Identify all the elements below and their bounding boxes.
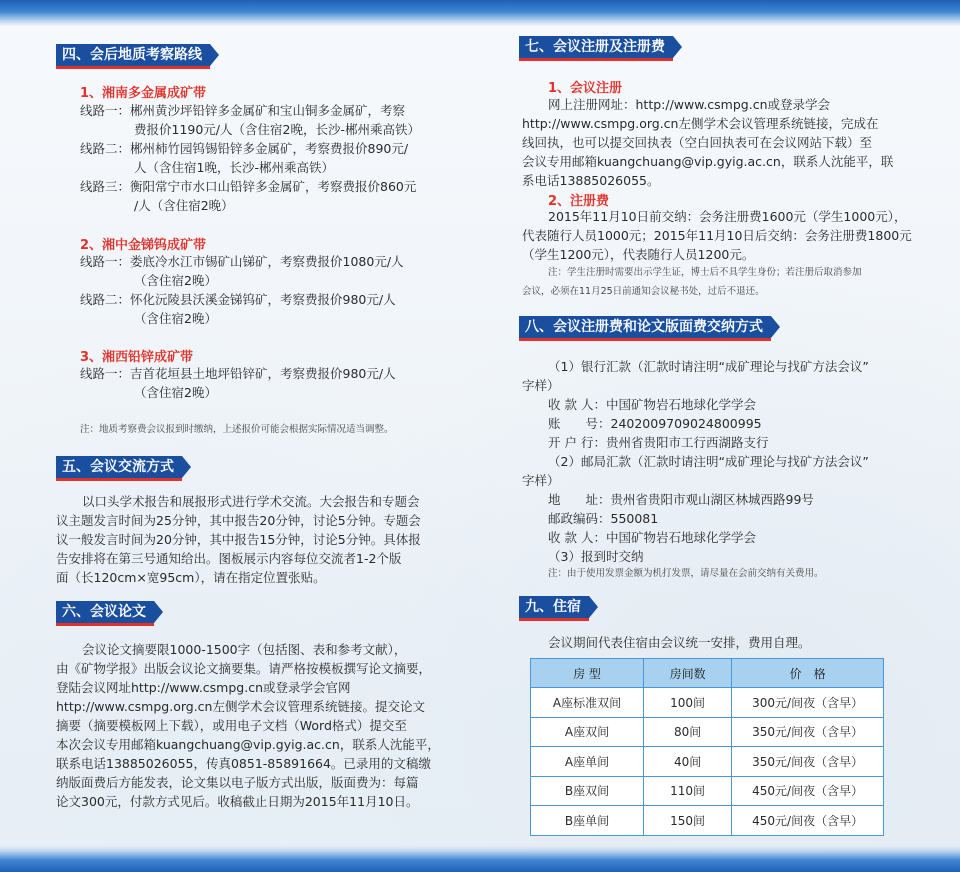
payment-line: 账 号：2402009709024800995	[548, 416, 762, 431]
payment-body	[522, 357, 869, 566]
table-row	[531, 747, 884, 777]
section-5-line: 议主题发言时间为25分钟，其中报告20分钟，讨论5分钟。专题会	[56, 513, 421, 528]
section-6-title: 六、会议论文	[56, 601, 154, 626]
section-5-line: 议一般发言时间为20分钟，其中报告15分钟，讨论5分钟。具体报	[56, 532, 421, 547]
route-1-line-2: 线路二：郴州柿竹园钨锡铅锌多金属矿，考察费报价890元/	[80, 141, 409, 156]
fee-line: 2015年11月10日前交纳：会务注册费1600元（学生1000元），	[548, 209, 907, 224]
section-5-title: 五、会议交流方式	[56, 456, 182, 481]
fee-note-line-2: 会议，必须在11月25日前通知会议秘书处，过后不退还。	[522, 286, 765, 297]
fee-body	[522, 207, 912, 264]
fee-line: （学生1200元），代表随行人员1200元。	[522, 247, 755, 262]
top-decorative-band	[0, 0, 960, 26]
section-4-note: 注：地质考察费会议报到时缴纳，上述报价可能会根据实际情况适当调整。	[80, 424, 394, 435]
route-2-line-1: 线路一：娄底冷水江市锡矿山锑矿，考察费报价1080元/人	[80, 254, 404, 269]
section-5-line: 面（长120cm×宽95cm），请在指定位置张贴。	[56, 570, 326, 585]
column-header-room-type: 房 型	[531, 659, 644, 688]
route-2-line-2: 线路二：怀化沅陵县沃溪金锑钨矿，考察费报价980元/人	[80, 292, 396, 307]
fee-subtitle: 2、注册费	[548, 194, 610, 209]
room-count-cell: 80间	[643, 717, 731, 747]
room-count-cell: 100间	[643, 688, 731, 718]
section-6-line: 会议论文摘要限1000-1500字（包括图、表和参考文献），	[82, 642, 407, 657]
table-row	[531, 717, 884, 747]
payment-line: 开 户 行：贵州省贵阳市工行西湖路支行	[548, 435, 769, 450]
payment-line: 字样）	[522, 473, 560, 488]
section-5-body	[56, 492, 421, 587]
registration-body	[522, 95, 893, 190]
section-5-line: 告安排将在第三号通知给出。图板展示内容每位交流者1-2个版	[56, 551, 402, 566]
registration-line: http://www.csmpg.org.cn左侧学术会议管理系统链接，完成在	[522, 116, 879, 131]
fee-line: 代表随行人员1000元；2015年11月10日后交纳：会务注册费1800元	[522, 228, 912, 243]
table-row	[531, 806, 884, 836]
table-header-row	[531, 659, 884, 688]
route-1-line-3: 线路三：衡阳常宁市水口山铅锌多金属矿，考察费报价860元	[80, 179, 417, 194]
price-cell: 300元/间夜（含早）	[732, 688, 884, 718]
route-2-line-1-cont: （含住宿2晚）	[134, 273, 217, 288]
section-6-line: 登陆会议网址http://www.csmpg.cn或登录学会官网	[56, 680, 351, 695]
route-1-line-1-cont: 费报价1190元/人（含住宿2晚，长沙-郴州乘高铁）	[134, 122, 420, 137]
section-6-line: 由《矿物学报》出版会议论文摘要集。请严格按模板撰写论文摘要，	[56, 661, 432, 676]
room-type-cell: A座双间	[531, 717, 644, 747]
section-6-line: 纳版面费后方能发表，论文集以电子版方式出版，版面费为：每篇	[56, 775, 419, 790]
route-3-title: 3、湘西铅锌成矿带	[80, 350, 194, 365]
section-6-line: 论文300元，付款方式见后。收稿截止日期为2015年11月10日。	[56, 794, 419, 809]
route-1-line-2-cont: 人（含住宿1晚，长沙-郴州乘高铁）	[134, 160, 334, 175]
payment-line: 收 款 人：中国矿物岩石地球化学学会	[548, 530, 756, 545]
section-5-line: 以口头学术报告和展报形式进行学术交流。大会报告和专题会	[82, 494, 420, 509]
section-9-title: 九、住宿	[519, 596, 589, 621]
section-8-title: 八、会议注册费和论文版面费交纳方式	[519, 316, 771, 341]
room-type-cell: B座双间	[531, 776, 644, 806]
registration-line: 会议专用邮箱kuangchuang@vip.gyig.ac.cn，联系人沈能平，联	[522, 154, 894, 169]
registration-line: 系电话13885026055。	[522, 173, 660, 188]
route-3-line-1: 线路一：吉首花垣县土地坪铅锌矿，考察费报价980元/人	[80, 366, 396, 381]
table-row	[531, 688, 884, 718]
room-count-cell: 40间	[643, 747, 731, 777]
payment-line: （3）报到时交纳	[548, 549, 644, 564]
section-6-line: 摘要（摘要模板网上下载），或用电子文档（Word格式）提交至	[56, 718, 407, 733]
bottom-decorative-band	[0, 846, 960, 872]
route-1-line-3-cont: /人（含住宿2晚）	[134, 198, 234, 213]
section-6-line: http://www.csmpg.org.cn左侧学术会议管理系统链接。提交论文	[56, 699, 425, 714]
column-header-room-count: 房间数	[643, 659, 731, 688]
payment-line: 地 址：贵州省贵阳市观山湖区林城西路99号	[548, 492, 814, 507]
price-cell: 450元/间夜（含早）	[732, 806, 884, 836]
route-2-line-2-cont: （含住宿2晚）	[134, 311, 217, 326]
price-cell: 450元/间夜（含早）	[732, 776, 884, 806]
price-cell: 350元/间夜（含早）	[732, 747, 884, 777]
section-7-title: 七、会议注册及注册费	[519, 36, 673, 61]
price-cell: 350元/间夜（含早）	[732, 717, 884, 747]
route-2-title: 2、湘中金锑钨成矿带	[80, 238, 207, 253]
payment-line: （2）邮局汇款（汇款时请注明“成矿理论与找矿方法会议”	[548, 454, 869, 469]
registration-subtitle: 1、会议注册	[548, 81, 623, 96]
room-type-cell: A座标准双间	[531, 688, 644, 718]
payment-line: 邮政编码：550081	[548, 511, 659, 526]
section-4-title: 四、会后地质考察路线	[56, 44, 210, 69]
room-type-cell: A座单间	[531, 747, 644, 777]
payment-line: 收 款 人：中国矿物岩石地球化学学会	[548, 397, 756, 412]
table-row	[531, 776, 884, 806]
section-6-line: 联系电话13885026055，传真0851-85891664。已录用的文稿缴	[56, 756, 431, 771]
registration-line: 网上注册网址：http://www.csmpg.cn或登录学会	[548, 97, 830, 112]
registration-line: 线回执，也可以提交回执表（空白回执表可在会议网站下载）至	[522, 135, 873, 150]
section-6-body	[56, 640, 440, 811]
room-count-cell: 110间	[643, 776, 731, 806]
route-1-line-1: 线路一：郴州黄沙坪铅锌多金属矿和宝山铜多金属矿，考察	[80, 103, 406, 118]
route-3-line-1-cont: （含住宿2晚）	[134, 385, 217, 400]
lodging-table	[530, 658, 884, 836]
room-count-cell: 150间	[643, 806, 731, 836]
payment-line: 字样）	[522, 378, 560, 393]
fee-note-line-1: 注：学生注册时需要出示学生证，博士后不具学生身份；若注册后取消参加	[548, 267, 862, 278]
room-type-cell: B座单间	[531, 806, 644, 836]
column-header-price: 价 格	[732, 659, 884, 688]
section-6-line: 本次会议专用邮箱kuangchuang@vip.gyig.ac.cn，联系人沈能平，	[56, 737, 440, 752]
payment-note: 注：由于使用发票金额为机打发票，请尽量在会前交纳有关费用。	[548, 568, 824, 579]
route-1-title: 1、湘南多金属成矿带	[80, 86, 207, 101]
lodging-intro: 会议期间代表住宿由会议统一安排，费用自理。	[548, 635, 811, 650]
payment-line: （1）银行汇款（汇款时请注明“成矿理论与找矿方法会议”	[548, 359, 869, 374]
